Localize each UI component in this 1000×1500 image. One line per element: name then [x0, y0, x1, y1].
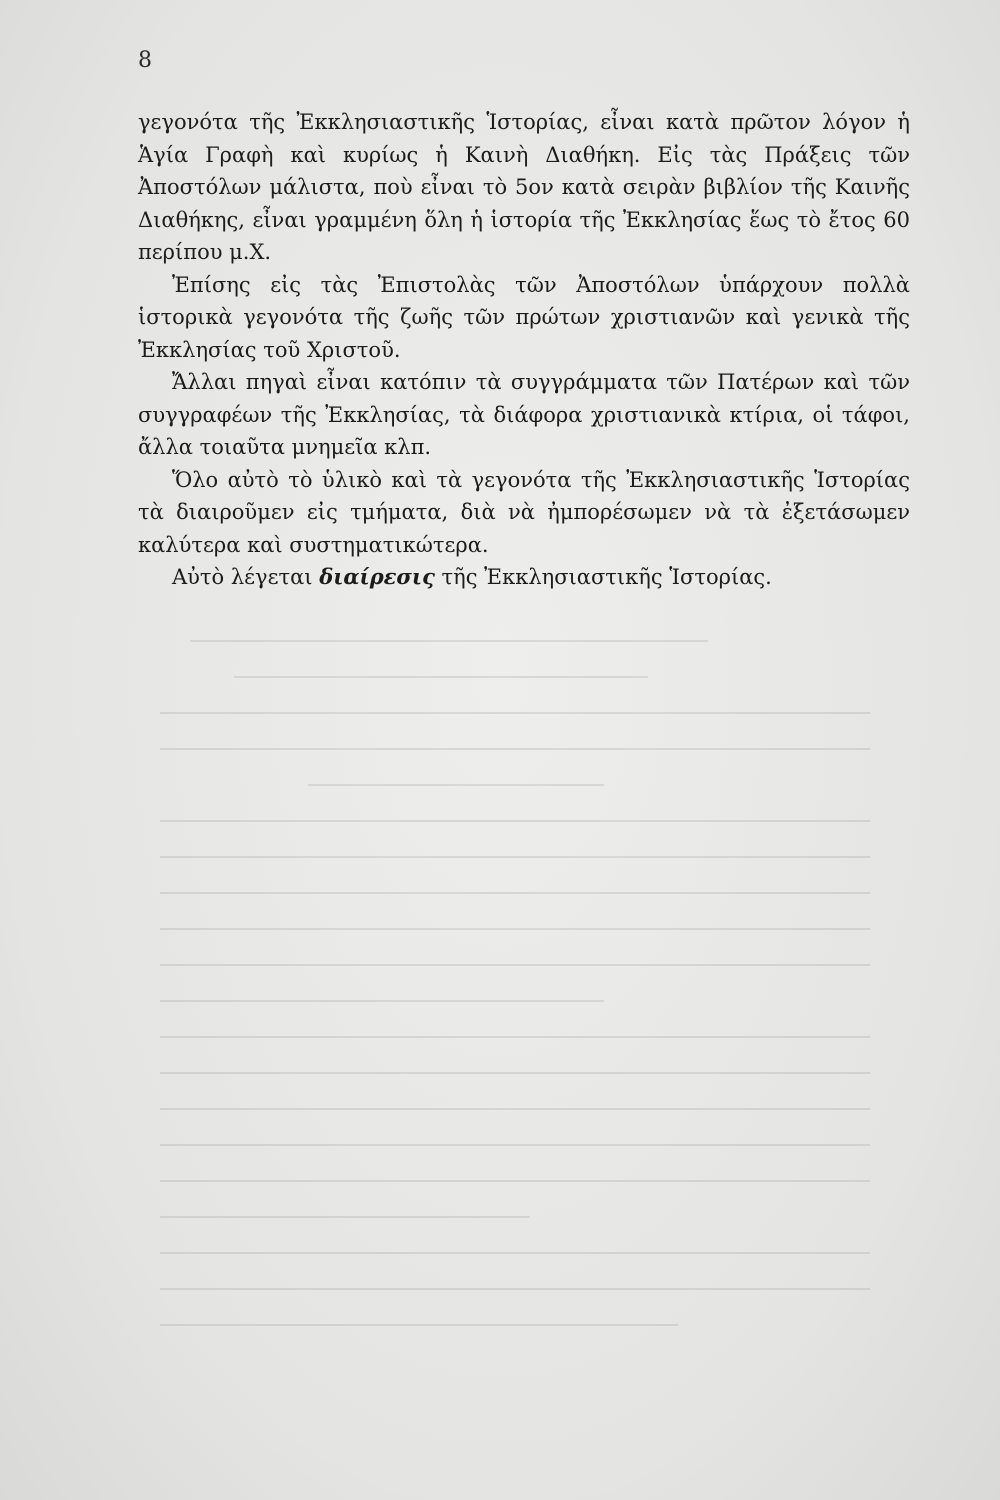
bleed-through-shadow [160, 640, 900, 1400]
body-text [138, 106, 910, 594]
definition-tail: τῆς Ἐκκλησιαστικῆς Ἱστορίας. [434, 565, 772, 589]
definition-term: διαίρεσις [319, 564, 435, 589]
page-number: 8 [138, 48, 152, 73]
paragraph-definition [138, 561, 910, 594]
paragraph-sources-scripture: γεγονότα τῆς Ἐκκλησιαστικῆς Ἱστορίας, εἶναι κατὰ πρῶτον λόγον ἡ Ἁγία Γραφὴ καὶ κυρίως ἡ Καινὴ Διαθήκη. Εἰς τὰς Πράξεις τῶν Ἀποστόλων μάλιστα, ποὺ εἶναι τὸ 5ον κατὰ σειρὰν βιβλίον τῆς Καινῆς Διαθήκης, εἶναι γραμμένη ὅλη ἡ ἱστορία τῆς Ἐκκλησίας ἕως τὸ ἔτος 60 περίπου μ.Χ. [138, 110, 910, 264]
paragraph-other-sources: Ἄλλαι πηγαὶ εἶναι κατόπιν τὰ συγγράμματα τῶν Πατέρων καὶ τῶν συγγραφέων τῆς Ἐκκλησίας, τὰ διάφορα χριστιανικὰ κτίρια, οἱ τάφοι, ἄλλα τοιαῦτα μνημεῖα κλπ. [138, 370, 910, 459]
paragraph-epistles: Ἐπίσης εἰς τὰς Ἐπιστολὰς τῶν Ἀποστόλων ὑπάρχουν πολλὰ ἱστορικὰ γεγονότα τῆς ζωῆς τῶν πρώτων χριστιανῶν καὶ γενικὰ τῆς Ἐκκλησίας τοῦ Χριστοῦ. [138, 272, 910, 362]
paragraph-division: Ὅλο αὐτὸ τὸ ὑλικὸ καὶ τὰ γεγονότα τῆς Ἐκκλησιαστικῆς Ἱστορίας τὰ διαιροῦμεν εἰς τμήματα, διὰ νὰ ἠμπορέσωμεν νὰ τὰ ἐξετάσωμεν καλύτερα καὶ συστηματικώτερα. [138, 467, 910, 557]
definition-lead: Αὐτὸ λέγεται [172, 565, 320, 589]
